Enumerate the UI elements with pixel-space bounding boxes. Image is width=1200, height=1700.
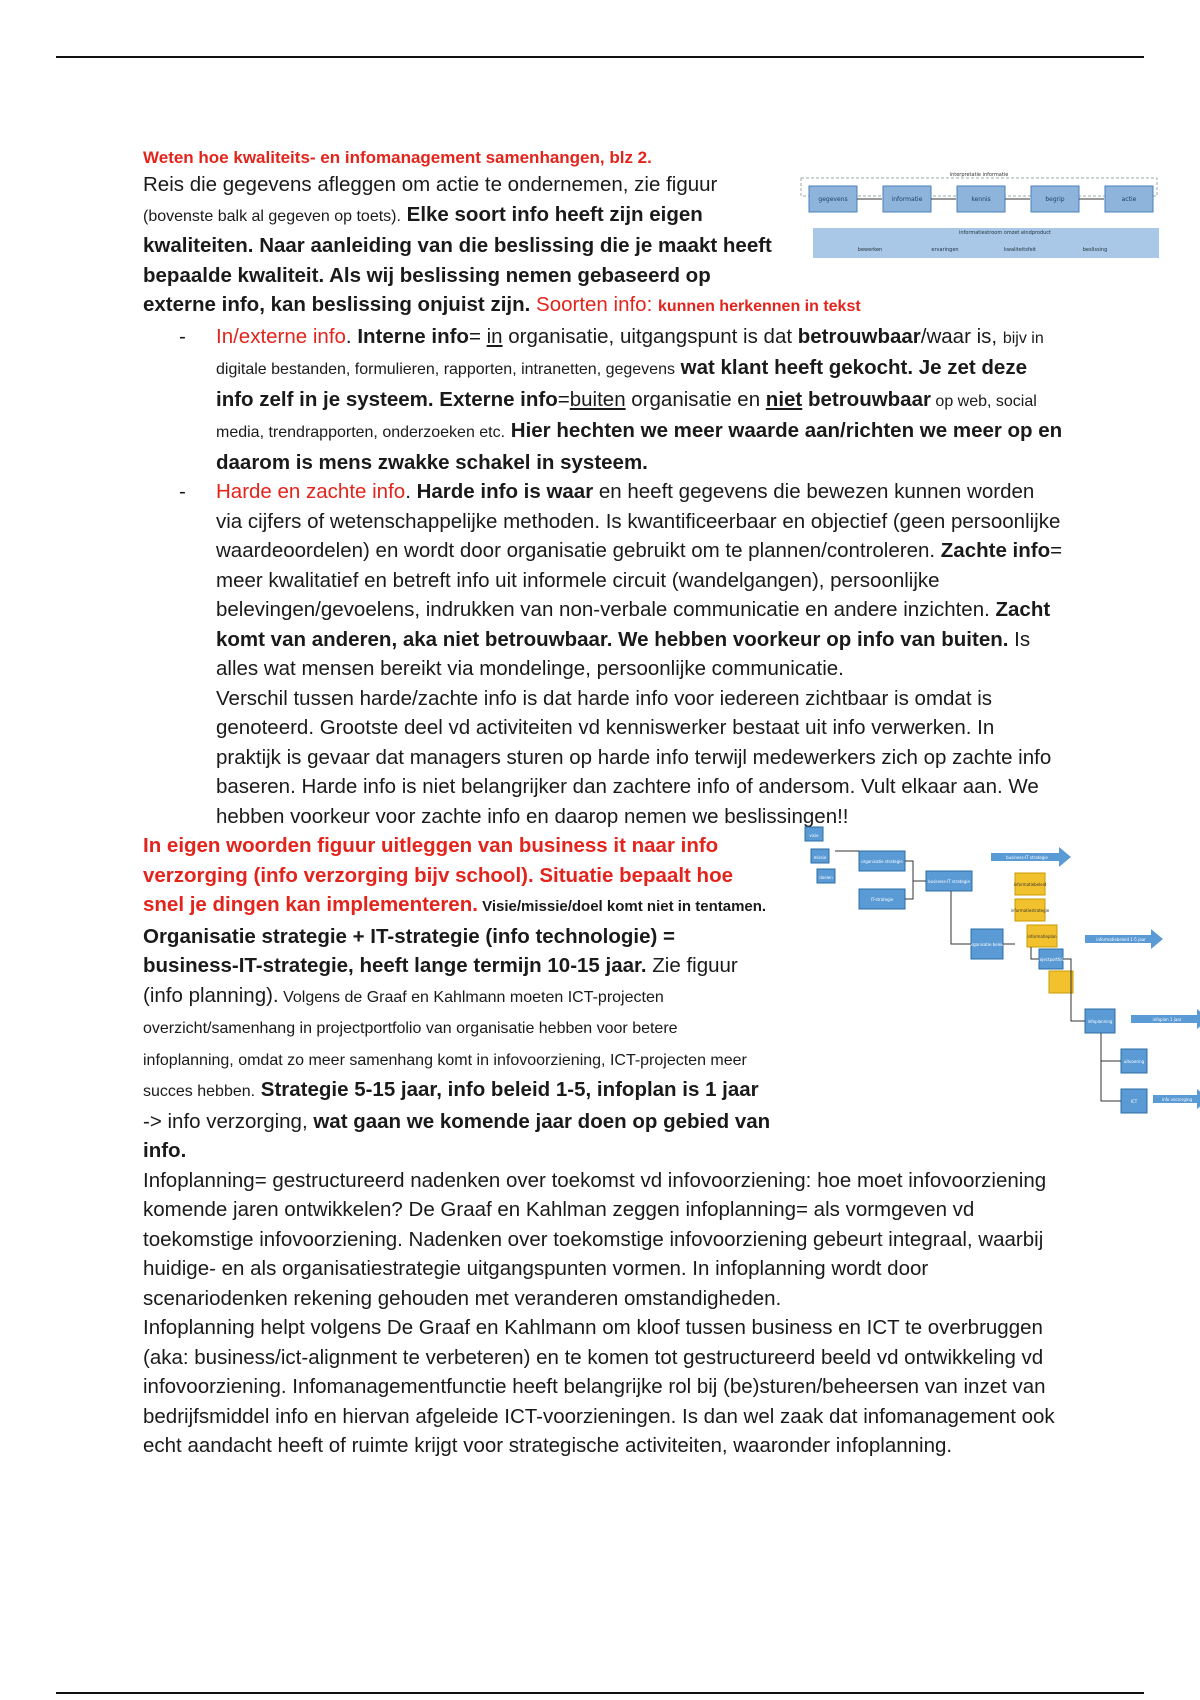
infoplanning-paragraph: Infoplanning= gestructureerd nadenken over toekomst vd infovoorziening: hoe moet infovoorziening komende jaren ontwikkelen? De Graaf en Kahlman zeggen infoplanning= als vormgeven vd toekomstige infovoorziening. Nadenken over toekomstige infovoorziening gebeurt integraal, waarbij huidige- en als organisatiestrategie uitgangspunten vormen. In infoplanning wordt door scenariodenken rekening gehouden met veranderen omstandigheden. bbox=[143, 1168, 1047, 1310]
info-planning-figure bbox=[801, 821, 1200, 1131]
flow-note-label-2: informatiestrategie bbox=[1010, 908, 1050, 913]
text: Harde info is waar bbox=[416, 480, 594, 503]
text: Zie figuur (info planning). bbox=[143, 954, 738, 1007]
text: Volgens de Graaf en Kahlmann moeten ICT-projecten overzicht/samenhang in projectportfolio van organisatie hebben voor betere infoplanning, omdat zo meer samenhang komt in infovoorziening, ICT-projecten meer succes hebben. bbox=[143, 988, 747, 1100]
text: /waar is, bbox=[920, 324, 1003, 348]
flow-label-org-strategy: organisatie strategie bbox=[861, 859, 903, 864]
flow-label-missie: missie bbox=[813, 855, 827, 860]
chain-box-3 bbox=[957, 186, 1005, 212]
chain-box-1 bbox=[809, 186, 857, 212]
chain-box-2 bbox=[883, 186, 931, 212]
text: Organisatie strategie + IT-strategie (info technologie) = business-IT-strategie, heeft lange termijn 10-15 jaar. bbox=[143, 924, 675, 977]
svg-text:actie: actie bbox=[1121, 196, 1137, 203]
intro-text-1: Reis die gegevens afleggen om actie te ondernemen, zie figuur bbox=[143, 173, 718, 196]
flow-label-uitvoering: uitvoering bbox=[1123, 1059, 1145, 1064]
bullet-dash: - bbox=[179, 324, 186, 348]
text: wat klant heeft gekocht. Je zet deze info zelf in je systeem. Externe info bbox=[216, 356, 1027, 411]
info-chain-diagram bbox=[795, 170, 1163, 266]
text: en heeft gegevens die bewezen kunnen worden via cijfers of wetenschappelijke methoden. Is kwantificeerbaar en objectief (geen persoonlijke waardeoordelen) en wordt door organisatie gebruikt om te plannen/controleren. bbox=[216, 480, 1061, 562]
text: Interne info bbox=[357, 324, 469, 348]
chain-bottom-label-1: bewerken bbox=[857, 247, 883, 253]
text: buiten bbox=[569, 387, 626, 411]
arrow-label-1: business-IT strategie bbox=[1006, 855, 1048, 860]
bullet-title: Harde en zachte info bbox=[216, 480, 406, 503]
flow-label-infoplanning: infoplanning bbox=[1087, 1019, 1113, 1024]
text: . bbox=[405, 480, 417, 503]
text: -> info verzorging, bbox=[143, 1109, 314, 1133]
business-it-heading: In eigen woorden figuur uitleggen van business it naar info verzorging (info verzorging bijv school). Situatie bepaalt hoe snel je dingen kan implementeren. bbox=[143, 834, 734, 916]
intro-text-2: (bovenste balk al gegeven op toets). bbox=[143, 207, 401, 225]
intro-text-3: Elke soort info heeft zijn eigen kwaliteiten. Naar aanleiding van die beslissing die je maakt heeft bepaalde kwaliteit. Als wij beslissing nemen gebaseerd op externe info, kan beslissing onjuist zijn. bbox=[143, 202, 772, 316]
info-types-note: kunnen herkennen in tekst bbox=[657, 298, 861, 315]
chain-box-5 bbox=[1105, 186, 1153, 212]
text: betrouwbaar bbox=[802, 387, 931, 411]
chain-bottom-label-3: kwaliteitsfeit bbox=[1003, 247, 1037, 253]
exam-note: Visie/missie/doel komt niet in tentamen. bbox=[477, 898, 767, 915]
text: Hier hechten we meer waarde aan/richten we meer op en daarom is mens zwakke schakel in systeem. bbox=[216, 419, 1063, 474]
svg-text:begrip: begrip bbox=[1045, 196, 1065, 203]
flow-note-label-1: informatiebeleid bbox=[1013, 882, 1047, 887]
text: Strategie 5-15 jaar, info beleid 1-5, infoplan is 1 jaar bbox=[255, 1078, 759, 1101]
chain-box-4 bbox=[1031, 186, 1079, 212]
info-planning-diagram bbox=[801, 821, 1200, 1131]
chain-bottom-label-4: beslissing bbox=[1082, 247, 1108, 253]
arrow-label-4: info verzorging bbox=[1161, 1097, 1193, 1102]
svg-text:informatie: informatie bbox=[891, 196, 923, 203]
bullet-internal-external bbox=[143, 322, 1063, 478]
flow-label-visie: visie bbox=[809, 833, 819, 838]
svg-text:kennis: kennis bbox=[971, 196, 991, 203]
header-rule bbox=[56, 56, 1144, 58]
footer-rule bbox=[56, 1692, 1144, 1694]
text: wat gaan we komende jaar doen op gebied van info. bbox=[143, 1109, 771, 1162]
flow-label-ict: ICT bbox=[1130, 1099, 1138, 1104]
flow-label-doelen: doelen bbox=[819, 875, 833, 880]
bullet-title: In/externe info bbox=[216, 324, 346, 348]
arrow-label-2: informatiebeleid 1-5 jaar bbox=[1096, 937, 1146, 942]
flow-label-it-strategy: IT-strategie bbox=[870, 897, 894, 902]
text: . bbox=[345, 324, 358, 348]
flow-note-label-3: informatieplan bbox=[1027, 934, 1057, 939]
text: organisatie en bbox=[625, 387, 766, 411]
svg-text:gegevens: gegevens bbox=[818, 196, 848, 203]
arrow-label-3: infoplan 1 jaar bbox=[1152, 1017, 1182, 1022]
text: betrouwbaar bbox=[797, 324, 921, 348]
bullet-hard-soft bbox=[143, 477, 1063, 684]
section-heading: Weten hoe kwaliteits- en infomanagement samenhangen, blz 2. bbox=[143, 148, 652, 167]
chain-top-label: interpretatie informatie bbox=[949, 172, 1009, 178]
text: Is alles wat mensen bereikt via mondelinge, persoonlijke communicatie. bbox=[216, 627, 1031, 680]
info-types-label: Soorten info: bbox=[536, 293, 653, 316]
text: bijv in digitale bestanden, formulieren, rapporten, intranetten, gegevens bbox=[216, 329, 1044, 378]
text: = bbox=[468, 324, 487, 348]
flow-label-org-policy: organisatie beleid bbox=[969, 942, 1005, 947]
text: niet bbox=[765, 387, 803, 411]
flow-label-business-it: business-IT strategie bbox=[928, 879, 970, 884]
chain-bottom-label-2: ervaringen bbox=[931, 247, 959, 253]
bullet-dash: - bbox=[179, 480, 186, 503]
info-chain-figure bbox=[795, 170, 1163, 266]
text: in bbox=[486, 324, 503, 348]
document-body bbox=[143, 146, 1193, 1461]
text: = meer kwalitatief en betreft info uit informele circuit (wandelgangen), persoonlijke belevingen/gevoelens, indrukken van non-verbale communicatie en andere inzichten. bbox=[216, 539, 1063, 621]
text: op web, social media, trendrapporten, onderzoeken etc. bbox=[216, 392, 1037, 441]
text: Zacht komt van anderen, aka niet betrouwbaar. We hebben voorkeur op info van buiten. bbox=[216, 598, 1051, 651]
text: Zachte info bbox=[940, 539, 1051, 562]
text: = bbox=[557, 387, 570, 411]
flow-note-small bbox=[1049, 971, 1073, 993]
infoplanning-alignment-paragraph: Infoplanning helpt volgens De Graaf en Kahlmann om kloof tussen business en ICT te overbruggen (aka: business/ict-alignment te verbeteren) en te komen tot gestructureerd beeld vd ontwikkeling vd infovoorziening. Infomanagementfunctie heeft belangrijke rol bij (be)sturen/beheersen van inzet van bedrijfsmiddel info en hiervan afgeleide ICT-voorzieningen. Is dan wel zaak dat infomanagement ook echt aandacht heeft of ruimte krijgt voor strategische activiteiten, waaronder infoplanning. bbox=[143, 1316, 1055, 1457]
text: organisatie, uitgangspunt is dat bbox=[502, 324, 798, 348]
hard-soft-difference: Verschil tussen harde/zachte info is dat harde info voor iedereen zichtbaar is omdat is genoteerd. Grootste deel vd activiteiten vd kenniswerker bestaat uit info verwerken. In praktijk is gevaar dat managers sturen op harde info terwijl medewerkers zich op zachte info baseren. Harde info is niet belangrijker dan zachtere info of andersom. Vult elkaar aan. We hebben voorkeur voor zachte info en daarop nemen we beslissingen!! bbox=[216, 686, 1052, 828]
chain-bar-label: informatiestroom omzet eindproduct bbox=[958, 230, 1052, 236]
flow-label-portfolio: projectportfolio bbox=[1035, 957, 1067, 962]
